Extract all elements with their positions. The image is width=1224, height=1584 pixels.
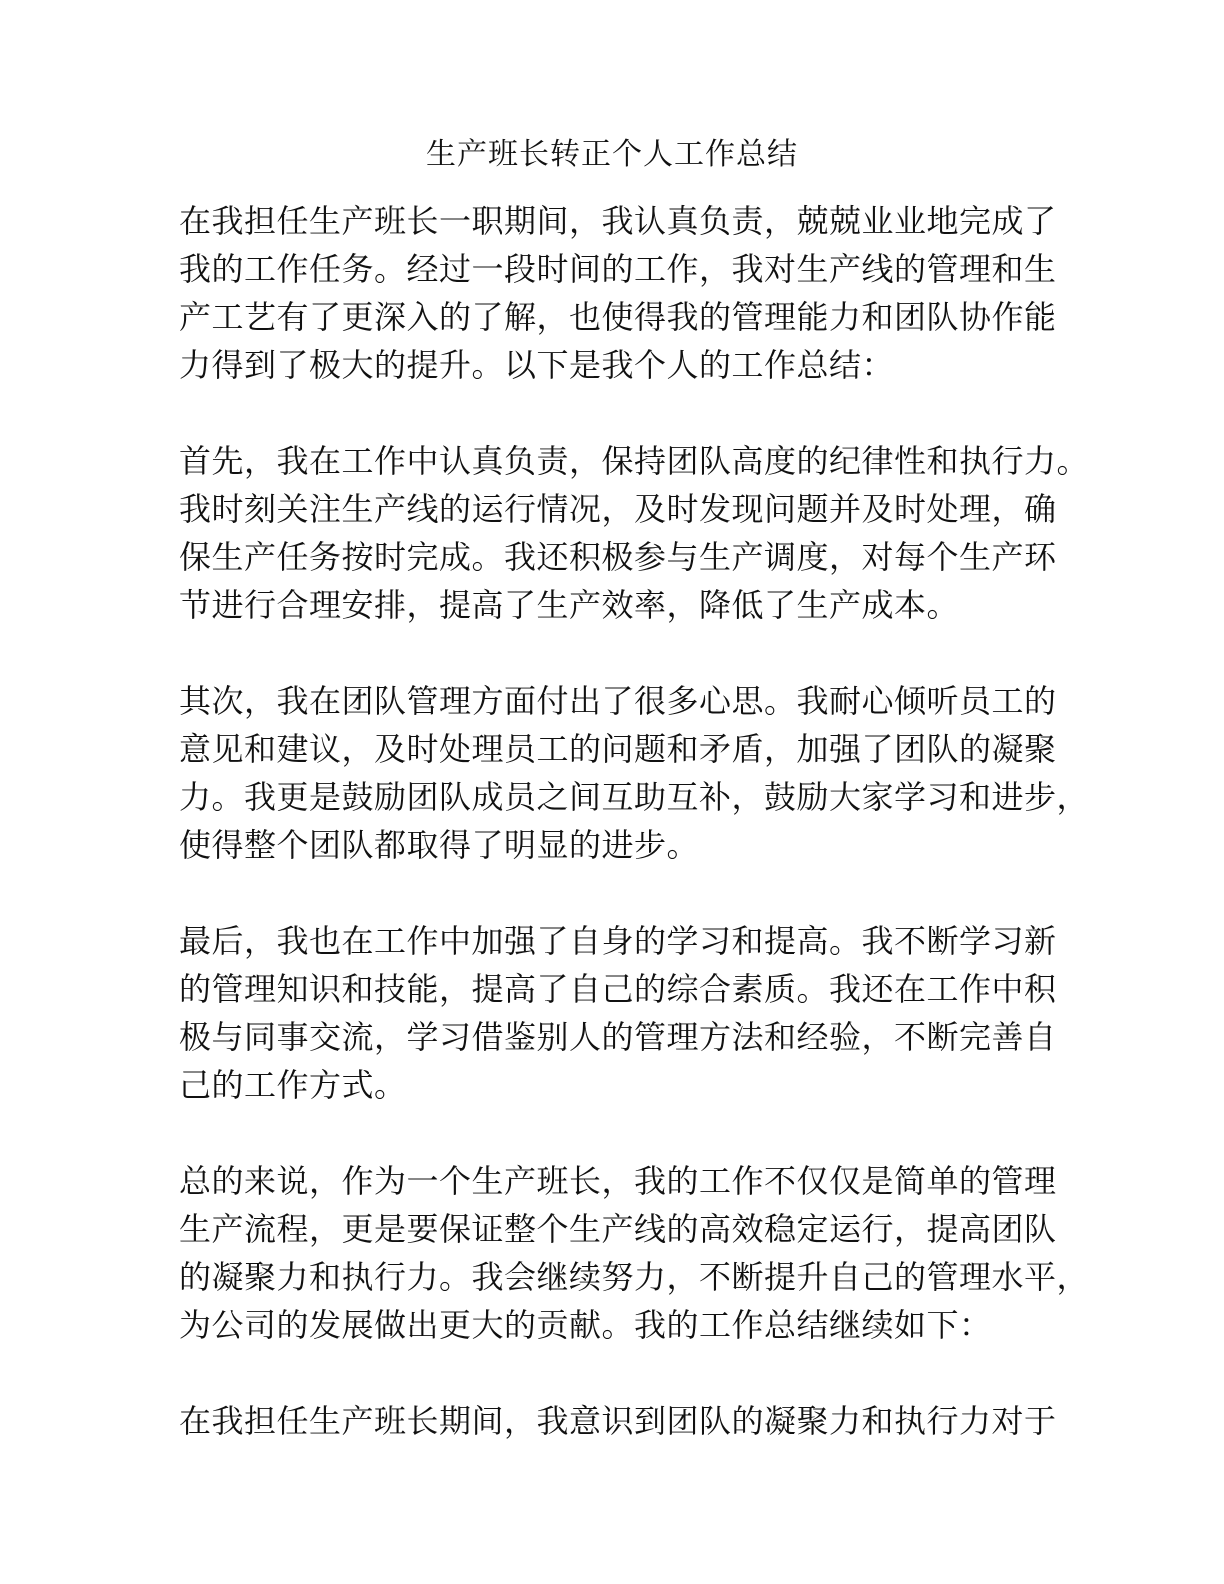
text-line: 生产流程，更是要保证整个生产线的高效稳定运行，提高团队 [179, 1210, 1057, 1248]
text-line: 首先，我在工作中认真负责，保持团队高度的纪律性和执行力。 [179, 442, 1090, 480]
text-line: 保生产任务按时完成。我还积极参与生产调度，对每个生产环 [179, 538, 1057, 576]
text-line: 在我担任生产班长期间，我意识到团队的凝聚力和执行力对于 [179, 1402, 1057, 1440]
text-line: 极与同事交流，学习借鉴别人的管理方法和经验，不断完善自 [179, 1018, 1057, 1056]
paragraph-second [179, 677, 1090, 869]
text-line: 产工艺有了更深入的了解，也使得我的管理能力和团队协作能 [179, 298, 1057, 336]
text-line: 己的工作方式。 [179, 1066, 407, 1104]
text-line: 使得整个团队都取得了明显的进步。 [179, 826, 700, 864]
text-line: 节进行合理安排，提高了生产效率，降低了生产成本。 [179, 586, 960, 624]
text-line: 力得到了极大的提升。以下是我个人的工作总结： [179, 346, 895, 384]
paragraph-first [179, 437, 1090, 629]
text-line: 我的工作任务。经过一段时间的工作，我对生产线的管理和生 [179, 250, 1057, 288]
text-line: 最后，我也在工作中加强了自身的学习和提高。我不断学习新 [179, 922, 1057, 960]
text-line: 在我担任生产班长一职期间，我认真负责，兢兢业业地完成了 [179, 202, 1057, 240]
text-line: 的管理知识和技能，提高了自己的综合素质。我还在工作中积 [179, 970, 1057, 1008]
text-line: 为公司的发展做出更大的贡献。我的工作总结继续如下： [179, 1306, 992, 1344]
text-line: 总的来说，作为一个生产班长，我的工作不仅仅是简单的管理 [179, 1162, 1057, 1200]
paragraph-summary [179, 1157, 1090, 1349]
text-line: 我时刻关注生产线的运行情况，及时发现问题并及时处理，确 [179, 490, 1057, 528]
text-line: 的凝聚力和执行力。我会继续努力，不断提升自己的管理水平， [179, 1258, 1090, 1296]
document-title: 生产班长转正个人工作总结 [426, 137, 798, 172]
paragraph-last [179, 917, 1059, 1109]
document-body [179, 197, 1090, 1493]
text-line: 其次，我在团队管理方面付出了很多心思。我耐心倾听员工的 [179, 682, 1057, 720]
text-line: 力。我更是鼓励团队成员之间互助互补，鼓励大家学习和进步， [179, 778, 1090, 816]
text-line: 意见和建议，及时处理员工的问题和矛盾，加强了团队的凝聚 [179, 730, 1057, 768]
paragraph-intro [179, 197, 1059, 389]
paragraph-continued [179, 1397, 1059, 1445]
